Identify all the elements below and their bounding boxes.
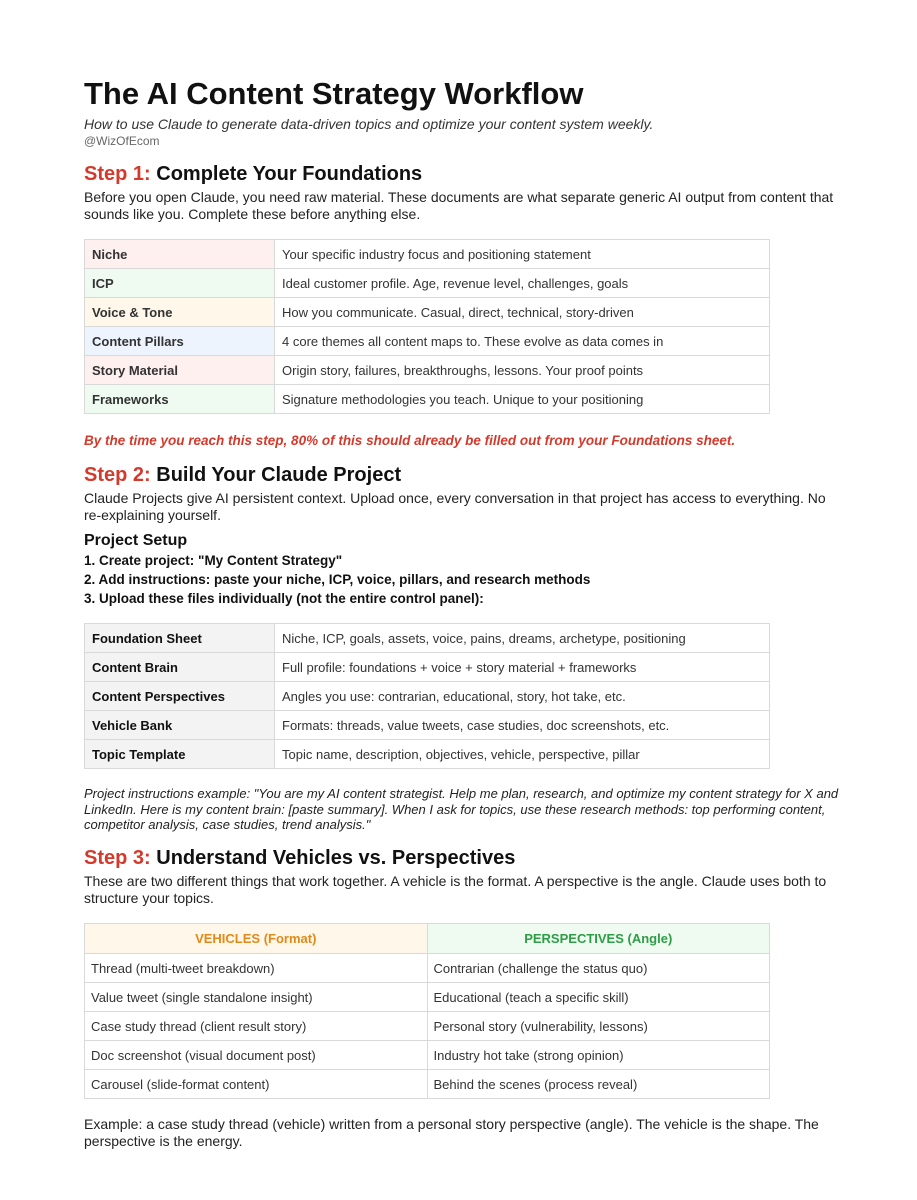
vehicles-column-header: VEHICLES (Format)	[85, 924, 428, 954]
project-setup-heading: Project Setup	[84, 532, 188, 549]
step1-intro: Before you open Claude, you need raw material. These documents are what separate generic AI output from content that sounds like you. Complete these before anything else.	[84, 189, 834, 222]
step2-title: Build Your Claude Project	[156, 464, 402, 486]
file-label: Foundation Sheet	[85, 624, 275, 653]
table-row	[85, 240, 770, 269]
perspective-cell: Personal story (vulnerability, lessons)	[427, 1012, 770, 1041]
step3-title: Understand Vehicles vs. Perspectives	[156, 847, 516, 869]
document	[84, 76, 854, 1149]
page-title: The AI Content Strategy Workflow	[84, 76, 584, 111]
file-desc: Niche, ICP, goals, assets, voice, pains, dreams, archetype, positioning	[275, 624, 770, 653]
perspective-cell: Behind the scenes (process reveal)	[427, 1070, 770, 1099]
foundation-label: Story Material	[85, 356, 275, 385]
file-label: Content Perspectives	[85, 682, 275, 711]
page-subtitle: How to use Claude to generate data-driven topics and optimize your content system weekly.	[84, 116, 654, 132]
foundation-label: Niche	[85, 240, 275, 269]
table-row	[85, 983, 770, 1012]
step2-heading	[84, 463, 401, 487]
vehicle-cell: Carousel (slide-format content)	[85, 1070, 428, 1099]
project-files-table	[84, 623, 770, 769]
table-row	[85, 298, 770, 327]
foundations-table	[84, 239, 770, 414]
step2-number: Step 2:	[84, 464, 151, 486]
step1-heading	[84, 162, 422, 186]
file-desc: Formats: threads, value tweets, case studies, doc screenshots, etc.	[275, 711, 770, 740]
table-row	[85, 711, 770, 740]
vehicle-cell: Value tweet (single standalone insight)	[85, 983, 428, 1012]
foundation-label: Voice & Tone	[85, 298, 275, 327]
step3-heading	[84, 846, 515, 870]
step3-intro: These are two different things that work together. A vehicle is the format. A perspective is the angle. Claude uses both to structure your topics.	[84, 873, 827, 906]
file-desc: Full profile: foundations + voice + story material + frameworks	[275, 653, 770, 682]
list-item: 1. Create project: "My Content Strategy"	[84, 553, 343, 568]
vehicles-perspectives-table	[84, 923, 770, 1099]
step3-number: Step 3:	[84, 847, 151, 869]
file-desc: Angles you use: contrarian, educational, story, hot take, etc.	[275, 682, 770, 711]
table-row	[85, 327, 770, 356]
foundation-label: Frameworks	[85, 385, 275, 414]
step3-example: Example: a case study thread (vehicle) written from a personal story perspective (angle). The vehicle is the shape. The perspective is the energy.	[84, 1116, 819, 1149]
table-row	[85, 653, 770, 682]
project-instructions-example: Project instructions example: "You are my AI content strategist. Help me plan, research, and optimize my content strategy for X and LinkedIn. Here is my content brain: [paste summary]. When I ask for topics, use these research methods: top performing content, competitor analysis, case studies, trend analysis."	[84, 786, 839, 832]
table-header-row	[85, 924, 770, 954]
perspectives-column-header: PERSPECTIVES (Angle)	[427, 924, 770, 954]
foundation-desc: Origin story, failures, breakthroughs, lessons. Your proof points	[275, 356, 770, 385]
table-row	[85, 624, 770, 653]
perspective-cell: Contrarian (challenge the status quo)	[427, 954, 770, 983]
table-row	[85, 954, 770, 983]
list-item: 3. Upload these files individually (not the entire control panel):	[84, 591, 484, 606]
table-row	[85, 1070, 770, 1099]
table-row	[85, 1012, 770, 1041]
table-row	[85, 682, 770, 711]
vehicle-cell: Case study thread (client result story)	[85, 1012, 428, 1041]
foundation-desc: Ideal customer profile. Age, revenue level, challenges, goals	[275, 269, 770, 298]
vehicle-cell: Doc screenshot (visual document post)	[85, 1041, 428, 1070]
foundation-label: Content Pillars	[85, 327, 275, 356]
project-setup-list	[84, 551, 590, 608]
perspective-cell: Educational (teach a specific skill)	[427, 983, 770, 1012]
file-label: Topic Template	[85, 740, 275, 769]
foundation-desc: How you communicate. Casual, direct, technical, story-driven	[275, 298, 770, 327]
foundation-desc: Your specific industry focus and positioning statement	[275, 240, 770, 269]
file-desc: Topic name, description, objectives, vehicle, perspective, pillar	[275, 740, 770, 769]
foundation-desc: 4 core themes all content maps to. These evolve as data comes in	[275, 327, 770, 356]
list-item: 2. Add instructions: paste your niche, ICP, voice, pillars, and research methods	[84, 572, 591, 587]
step1-number: Step 1:	[84, 163, 151, 185]
foundation-desc: Signature methodologies you teach. Unique to your positioning	[275, 385, 770, 414]
file-label: Content Brain	[85, 653, 275, 682]
author-handle: @WizOfEcom	[84, 134, 160, 148]
vehicle-cell: Thread (multi-tweet breakdown)	[85, 954, 428, 983]
table-row	[85, 356, 770, 385]
table-row	[85, 385, 770, 414]
step1-title: Complete Your Foundations	[156, 163, 423, 185]
table-row	[85, 740, 770, 769]
file-label: Vehicle Bank	[85, 711, 275, 740]
table-row	[85, 269, 770, 298]
step2-intro: Claude Projects give AI persistent context. Upload once, every conversation in that project has access to everything. No re-explaining yourself.	[84, 490, 826, 523]
step1-callout: By the time you reach this step, 80% of this should already be filled out from your Foundations sheet.	[84, 433, 736, 448]
table-row	[85, 1041, 770, 1070]
foundation-label: ICP	[85, 269, 275, 298]
perspective-cell: Industry hot take (strong opinion)	[427, 1041, 770, 1070]
